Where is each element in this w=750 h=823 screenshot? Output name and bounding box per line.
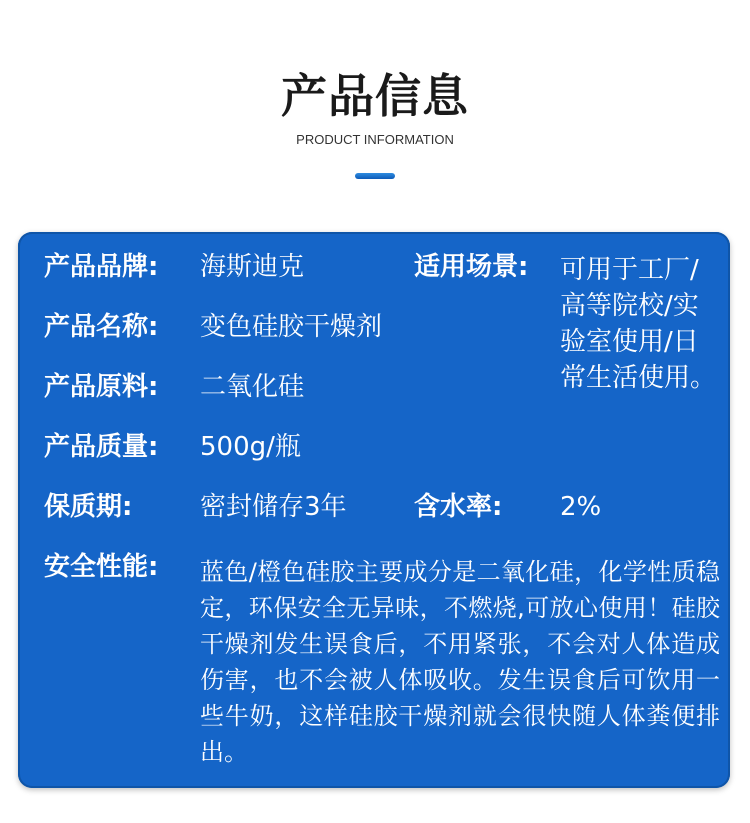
- water-content-value: 2%: [560, 492, 602, 522]
- scene-label: 适用场景:: [414, 252, 529, 282]
- material-value: 二氧化硅: [200, 372, 305, 402]
- brand-label: 产品品牌:: [44, 252, 159, 282]
- weight-value: 500g/瓶: [200, 432, 301, 462]
- shelf-life-value: 密封储存3年: [200, 492, 347, 522]
- safety-label: 安全性能:: [44, 552, 159, 582]
- page-subtitle: PRODUCT INFORMATION: [296, 132, 454, 147]
- accent-bar: [355, 173, 395, 179]
- brand-value: 海斯迪克: [200, 252, 305, 282]
- name-value: 变色硅胶干燥剂: [200, 312, 383, 342]
- safety-value: 蓝色/橙色硅胶主要成分是二氧化硅，化学性质稳定，环保安全无异味，不燃烧,可放心使用！硅胶干燥剂发生误食后，不用紧张，不会对人体造成伤害，也不会被人体吸收。发生误食后可饮用一些牛奶，这样硅胶干燥剂就会很快随人体粪便排出。: [200, 558, 720, 766]
- weight-label: 产品质量:: [44, 432, 159, 462]
- water-content-label: 含水率:: [414, 492, 503, 522]
- product-info-card: [18, 232, 730, 788]
- name-label: 产品名称:: [44, 312, 159, 342]
- scene-value: 可用于工厂/高等院校/实验室使用/日常生活使用。: [560, 255, 717, 393]
- page-title: 产品信息: [281, 69, 469, 123]
- material-label: 产品原料:: [44, 372, 159, 402]
- shelf-life-label: 保质期:: [44, 492, 133, 522]
